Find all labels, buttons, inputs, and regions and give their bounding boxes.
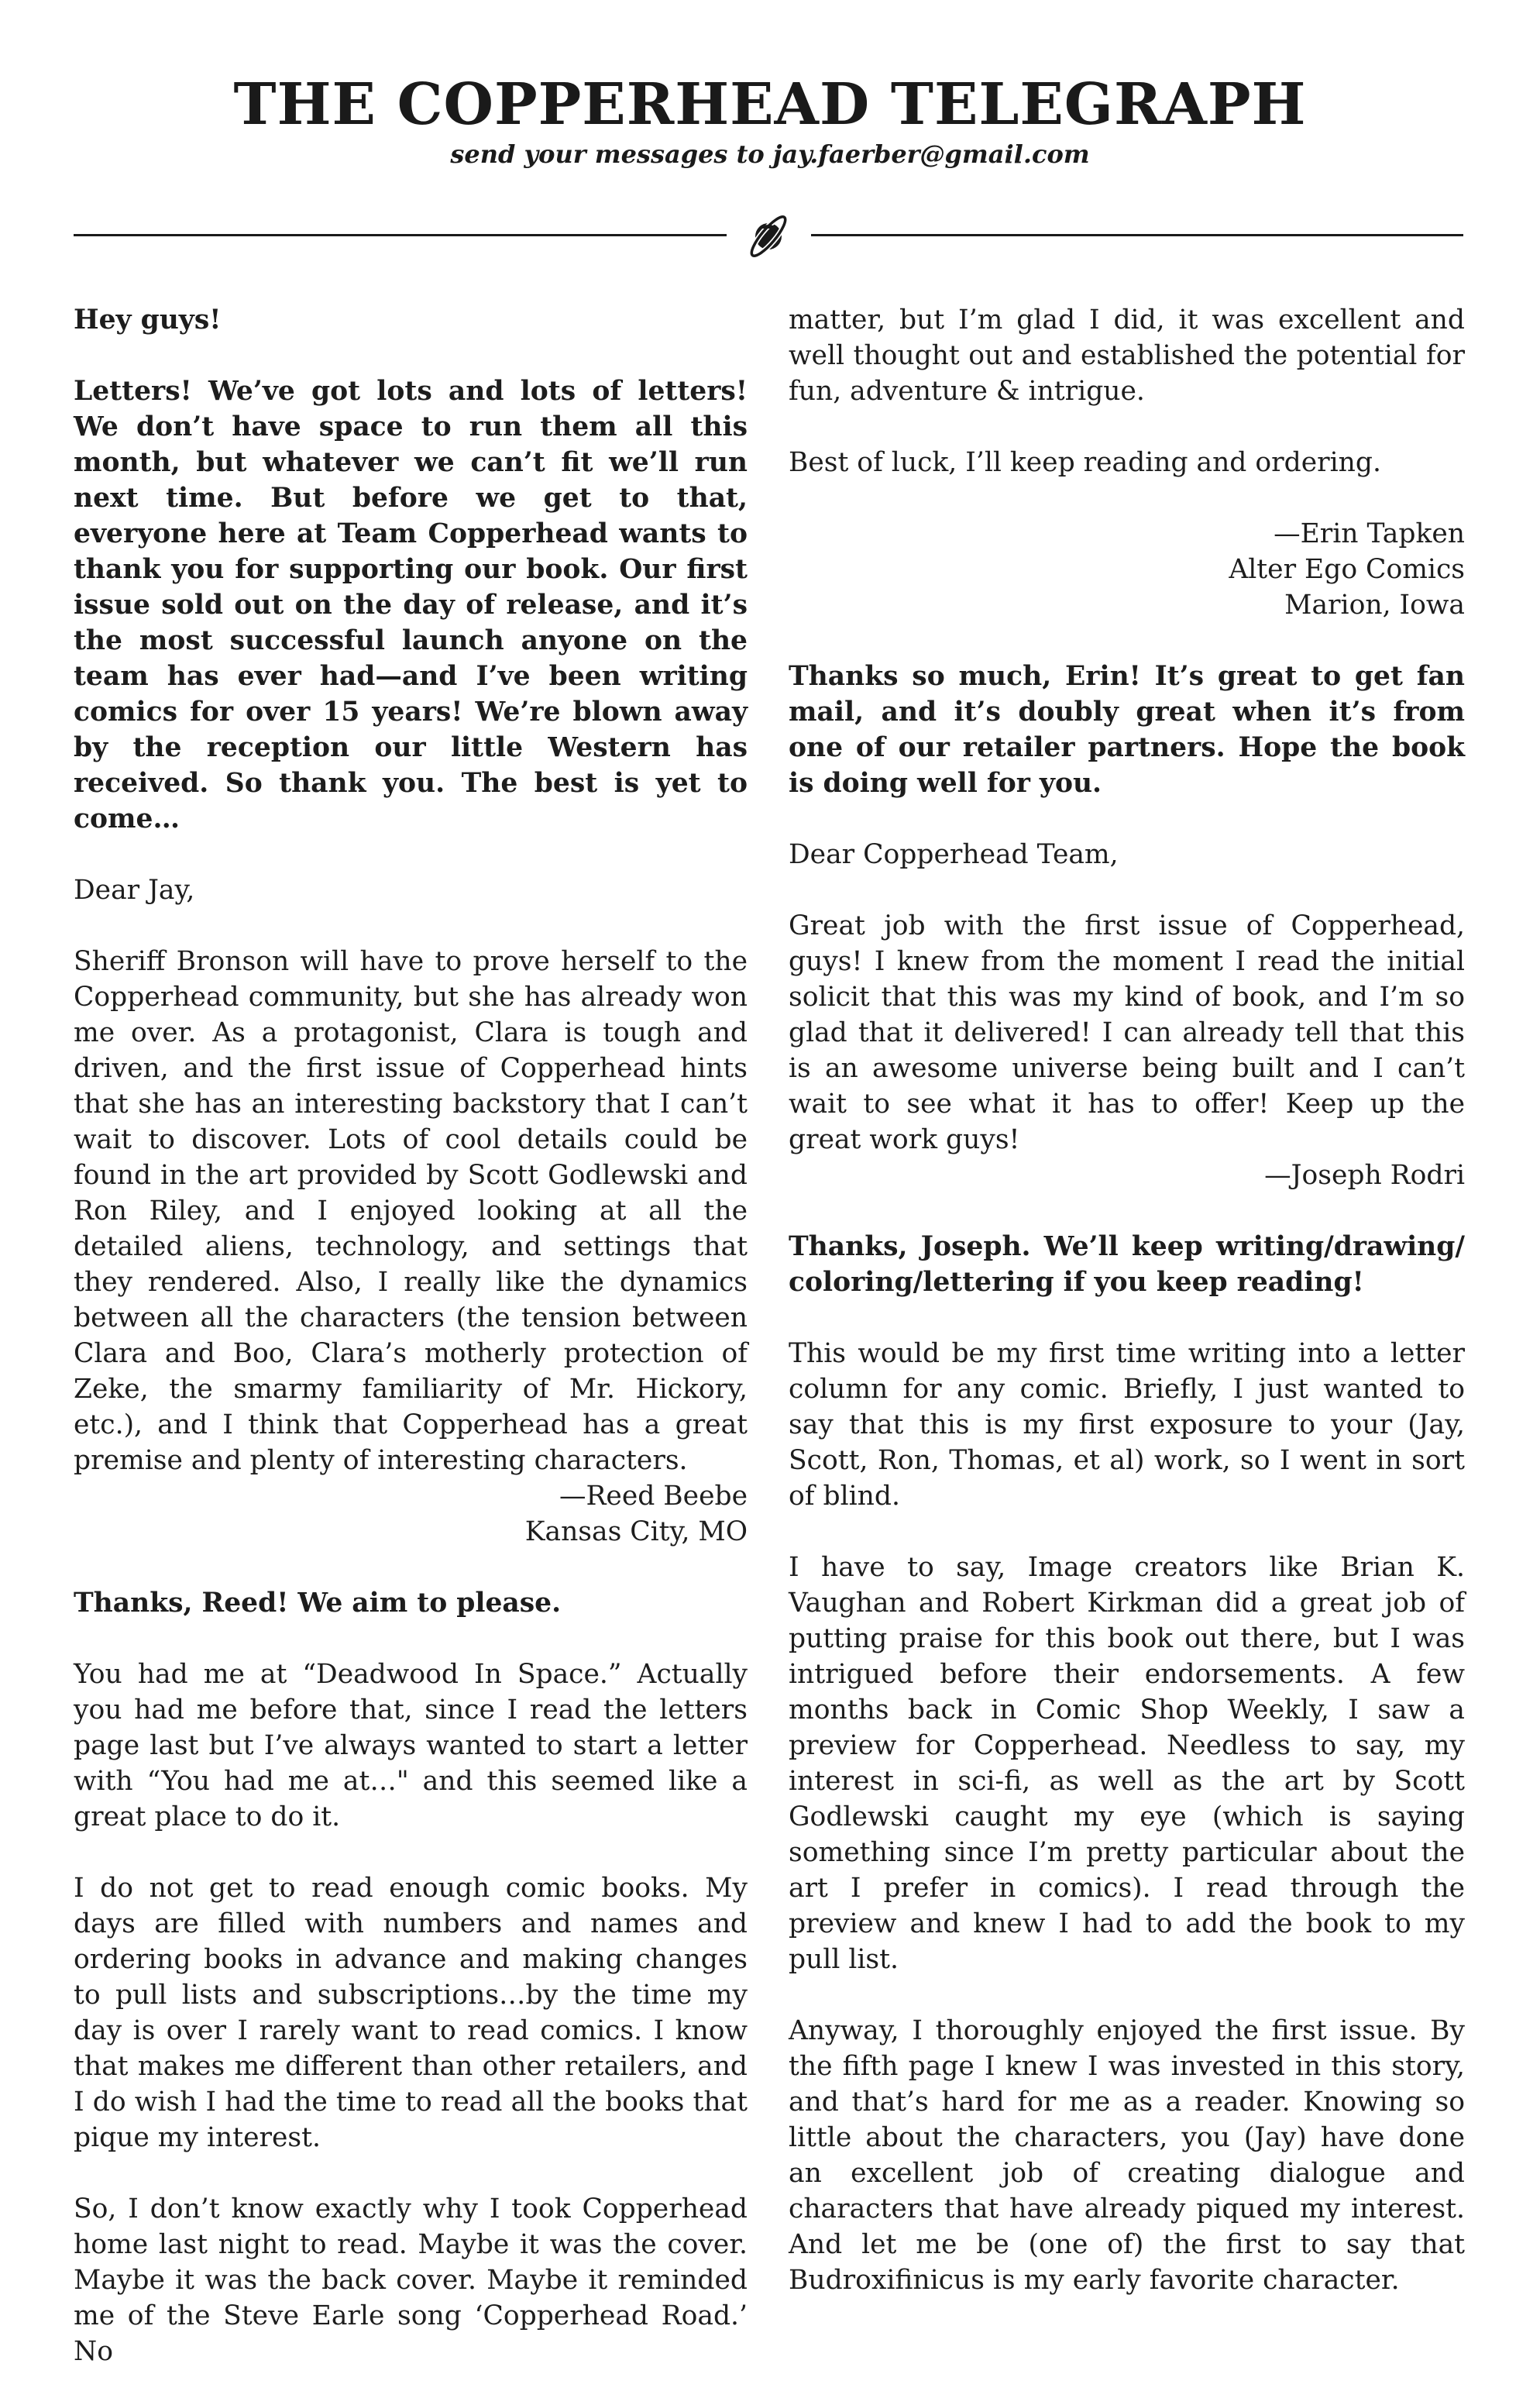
editor-reply: Thanks, Reed! We aim to please. [74, 1588, 562, 1619]
page-title: THE COPPERHEAD TELEGRAPH [233, 71, 1307, 138]
letter-paragraph: You had me at “Deadwood In Space.” Actually you had me before that, since I read the letters page last but I’ve always wanted to start a letter with “You had me at…" and this seemed like a great place to do it. [74, 1659, 748, 1832]
letter-paragraph: So, I don’t know exactly why I took Copperhead home last night to read. Maybe it was the cover. Maybe it was the back cover. Maybe it reminded me of the Steve Earle song ‘Copperhead Road.’ No [74, 2193, 748, 2367]
letter-body: Great job with the first issue of Copperhead, guys! I knew from the moment I read the initial solicit that this was my kind of book, and I’m so glad that it delivered! I can already tell that this is an awesome universe being built and I can’t wait to see what it has to offer! Keep up the great work guys! [789, 910, 1465, 1155]
letter-paragraph: This would be my first time writing into a letter column for any comic. Briefly, I just wanted to say that this is my first exposure to your (Jay, Scott, Ron, Thomas, et al) work, so I went in sort of blind. [789, 1338, 1465, 1512]
letter-paragraph: I have to say, Image creators like Brian K. Vaughan and Robert Kirkman did a great job of putting praise for this book out there, but I was intrigued before their endorsements. A few months back in Comic Shop Weekly, I saw a preview for Copperhead. Needless to say, my interest in sci-fi, as well as the art by Scott Godlewski caught my eye (which is saying something since I’m pretty particular about the art I prefer in comics). I read through the preview and knew I had to add the book to my pull list. [789, 1552, 1465, 1975]
masthead [0, 71, 1540, 169]
signature-store: Alter Ego Comics [1229, 554, 1465, 585]
letter-signature [789, 516, 1465, 623]
divider-left [74, 234, 727, 236]
masthead-subtitle: send your messages to jay.faerber@gmail.com [450, 139, 1090, 169]
letter-salutation: Dear Jay, [74, 875, 195, 906]
right-column [789, 302, 1465, 2334]
letter-paragraph: I do not get to read enough comic books. My days are filled with numbers and names and ordering books in advance and making changes to pull lists and subscriptions…by the time my day is over I rarely want to read comics. I know that makes me different than other retailers, and I do wish I had the time to read all the books that pique my interest. [74, 1873, 748, 2153]
signature-location: Kansas City, MO [524, 1516, 748, 1547]
letter-paragraph: Best of luck, I’ll keep reading and ordering. [789, 447, 1381, 478]
signature-name: —Erin Tapken [1274, 518, 1465, 549]
letter-body: Sheriff Bronson will have to prove herself to the Copperhead community, but she has already won me over. As a protagonist, Clara is tough and driven, and the first issue of Copperhead hints that she has an interesting backstory that I can’t wait to discover. Lots of cool details could be found in the art provided by Scott Godlewski and Ron Riley, and I enjoyed looking at all the detailed aliens, technology, and settings that they rendered. Also, I really like the dynamics between all the characters (the tension between Clara and Boo, Clara’s motherly protection of Zeke, the smarmy familiarity of Mr. Hickory, etc.), and I think that Copperhead has a great premise and plenty of interesting characters. [74, 946, 748, 1476]
left-column [74, 302, 748, 2405]
signature-name: —Joseph Rodri [1264, 1160, 1465, 1191]
signature-name: —Reed Beebe [559, 1481, 748, 1512]
editor-reply: Thanks so much, Erin! It’s great to get fan mail, and it’s doubly great when it’s from one of our retailer partners. Hope the book is doing well for you. [789, 661, 1465, 799]
letter-paragraph: matter, but I’m glad I did, it was excellent and well thought out and established the potential for fun, adventure & intrigue. [789, 304, 1465, 407]
editor-intro: Letters! We’ve got lots and lots of letters! We don’t have space to run them all this month, but whatever we can’t fit we’ll run next time. But before we get to that, everyone here at Team Copperhead wants to thank you for supporting our book. Our first issue sold out on the day of release, and it’s the most successful launch anyone on the team has ever had—and I’ve been writing comics for over 15 years! We’re blown away by the reception our little Western has received. So thank you. The best is yet to come… [74, 376, 748, 834]
editor-greeting: Hey guys! [74, 304, 222, 335]
signature-location: Marion, Iowa [1284, 590, 1465, 621]
letter-salutation: Dear Copperhead Team, [789, 839, 1119, 870]
editor-reply: Thanks, Joseph. We’ll keep writing/drawing/ coloring/lettering if you keep reading! [789, 1231, 1465, 1298]
divider-right [811, 234, 1463, 236]
letter-signature [74, 1478, 748, 1550]
letter-signature [789, 1158, 1465, 1193]
letter-paragraph: Anyway, I thoroughly enjoyed the first issue. By the fifth page I knew I was invested in this story, and that’s hard for me as a reader. Knowing so little about the characters, you (Jay) have done an excellent job of creating dialogue and characters that have already piqued my interest. And let me be (one of) the first to say that Budroxifinicus is my early favorite character. [789, 2015, 1465, 2296]
planet-icon [737, 205, 799, 267]
